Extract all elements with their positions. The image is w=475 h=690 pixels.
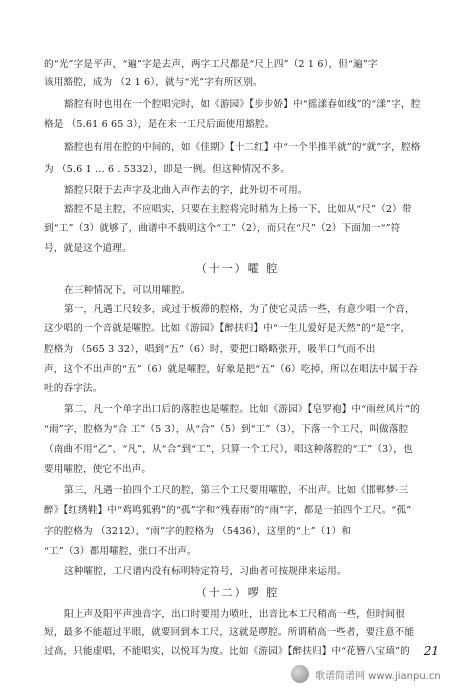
text-line: 豁腔也有用在腔的中间的，如《佳期》【十二红】中“一个半推半就”的“就”字，腔格 <box>64 142 421 153</box>
text-line: 在三种情况下，可以用嚯腔。 <box>64 285 191 296</box>
text-line: 声，这个不出声的“五”（6）就是嚯腔，好象是把“五”（6）吃掉，所以在唱法中属于吞 <box>44 364 418 375</box>
section-heading: （十一）嚯 腔 <box>195 262 280 275</box>
text-line: 豁腔不是主腔，不应唱实，只要在主腔将完时稍为上扬一下，比如从“尺”（2）带 <box>64 204 412 215</box>
text-line: “工”（3）都用嚯腔，张口不出声。 <box>44 546 197 557</box>
text-line: 要用嚯腔，使它不出声。 <box>44 464 152 475</box>
text-line: 这种嚯腔，工尺谱内没有标明特定符号，习曲者可按规律来运用。 <box>64 566 347 577</box>
text-line: 格是 （5.61 6 65 3），是在末一工尺后面使用豁腔。 <box>44 119 275 130</box>
text-line: 过高，只能虚唱，不能唱实，以悦耳为度。比如《游园》【醉扶归】中“花簪八宝瑱”的 <box>44 646 410 657</box>
text-line: 豁腔有时也用在一个腔唱完时，如《游园》【步步娇】中“摇漾春如线”的“漾”字，腔 <box>64 99 421 110</box>
text-line: 这少唱的一个音就是嚯腔。比如《游园》【醉扶归】中“一生儿爱好是天然”的“是”字， <box>44 323 411 334</box>
page-number: 21 <box>423 644 439 658</box>
text-line: 吐的吞字法。 <box>44 383 103 394</box>
text-line: 第三，凡遇一拍四个工尺的腔，第三个工尺要用嚯腔，不出声。比如《邯郸梦·三 <box>64 485 409 496</box>
text-line: 字的腔格为 （3212），“雨”字的腔格为 （5436），这里的“上”（1）和 <box>44 526 352 537</box>
text-line: 第二，凡一个单字出口后的落腔也是嚯腔。比如《游园》【皂罗袍】中“雨丝风片”的 <box>64 404 421 415</box>
text-line: 为 （5.6 1 ... 6 . 5332），即是一例。但这种情况不多。 <box>44 164 291 175</box>
text-line: 短，最多不能超过半眼，就要回到本工尺，这就是啰腔。所谓稍高一些者，要注意不能 <box>44 627 415 638</box>
text-line: 号，就是这个道理。 <box>44 243 132 254</box>
watermark-text: 歌谱简谱网 www.jianpu.cn <box>315 670 441 682</box>
watermark-logo-icon <box>291 665 309 683</box>
text-line: 醉》【红绣鞋】中“鸡鸣狐鸦”的“孤”字和“残春雨”的“雨”字，都是一拍四个工尺。“孤” <box>44 505 412 516</box>
text-line: 豁腔只限于去声字及北曲入声作去的字，此外切不可用。 <box>64 185 308 196</box>
text-line: “雨”字，腔格为“合 工”（5 3），从“合”（5）到“工”（3），下落一个工尺，叫做落腔 <box>44 424 409 435</box>
watermark <box>291 664 467 684</box>
text-line: 的“光”字是平声，“遍”字是去声，两字工尺都是“尺上四”（2 1 6），但“遍”字 <box>44 59 378 70</box>
text-line: 到“工”（3）就够了，曲谱中不载明这个“工”（2），而只在“尺”（2）下面加一“”符 <box>44 223 401 234</box>
text-line: 腔格为 （565 3 32），唱到“五”（6）时，要把口略略张开，吸半口气而不出 <box>44 344 376 355</box>
text-line: 阳上声及阳平声浊音字，出口时要用力喷吐，出音比本工尺稍高一些，但时间很 <box>64 609 406 620</box>
text-line: 第一，凡遇工尺较多，或过于板滞的腔格，为了使它灵活一些，有意少唱一个音， <box>64 304 415 315</box>
section-heading: （十二）啰 腔 <box>195 586 280 599</box>
text-line: （南曲不用“乙”、“凡”，从“合”到“工”，只算一个工尺），唱这种落腔的“工”（3），也 <box>44 444 413 455</box>
text-line: 该用豁腔，成为 （2 1 6），就与“光”字有所区别。 <box>44 77 263 88</box>
